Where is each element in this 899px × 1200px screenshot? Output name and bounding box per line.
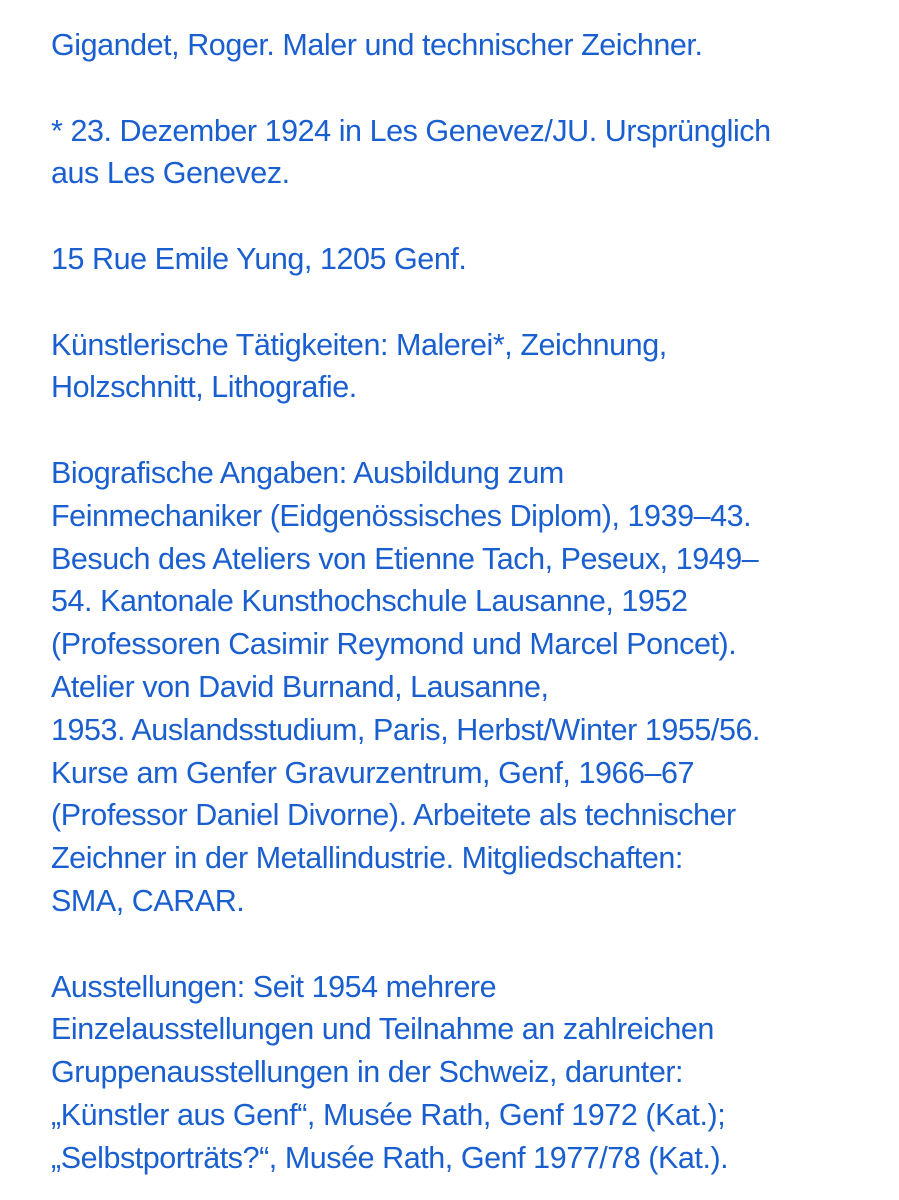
- text-line: SMA, CARAR.: [51, 883, 245, 918]
- entry-heading: [51, 24, 881, 67]
- text-line: aus Les Genevez.: [51, 156, 290, 191]
- biography-paragraph: [51, 452, 881, 923]
- text-line: „Selbstporträts?“, Musée Rath, Genf 1977/78 (Kat.).: [51, 1140, 729, 1175]
- birth-paragraph: [51, 110, 881, 196]
- text-line: Künstlerische Tätigkeiten: Malerei*, Zeichnung,: [51, 327, 667, 362]
- activities-paragraph: [51, 324, 881, 410]
- text-line: (Professoren Casimir Reymond und Marcel Poncet).: [51, 627, 737, 662]
- text-line: Besuch des Ateliers von Etienne Tach, Peseux, 1949–: [51, 541, 759, 576]
- text-line: Atelier von David Burnand, Lausanne,: [51, 669, 549, 704]
- text-line: Einzelausstellungen und Teilnahme an zahlreichen: [51, 1012, 714, 1047]
- text-line: Gruppenausstellungen in der Schweiz, darunter:: [51, 1055, 684, 1090]
- text-line: „Künstler aus Genf“, Musée Rath, Genf 1972 (Kat.);: [51, 1097, 726, 1132]
- exhibitions-paragraph: [51, 966, 881, 1180]
- address-paragraph: [51, 238, 881, 281]
- text-line: (Professor Daniel Divorne). Arbeitete als technischer: [51, 798, 736, 833]
- text-line: Holzschnitt, Lithografie.: [51, 370, 357, 405]
- text-line: Feinmechaniker (Eidgenössisches Diplom), 1939–43.: [51, 498, 752, 533]
- text-line: 54. Kantonale Kunsthochschule Lausanne, 1952: [51, 584, 688, 619]
- text-line: Gigandet, Roger. Maler und technischer Zeichner.: [51, 28, 703, 62]
- text-line: Kurse am Genfer Gravurzentrum, Genf, 1966–67: [51, 755, 695, 790]
- text-line: 1953. Auslandsstudium, Paris, Herbst/Winter 1955/56.: [51, 712, 760, 747]
- text-line: * 23. Dezember 1924 in Les Genevez/JU. Ursprünglich: [51, 113, 771, 148]
- text-line: 15 Rue Emile Yung, 1205 Genf.: [51, 241, 467, 276]
- document-page: [51, 24, 881, 1180]
- text-line: Ausstellungen: Seit 1954 mehrere: [51, 969, 497, 1004]
- text-line: Zeichner in der Metallindustrie. Mitgliedschaften:: [51, 841, 683, 876]
- text-line: Biografische Angaben: Ausbildung zum: [51, 455, 564, 490]
